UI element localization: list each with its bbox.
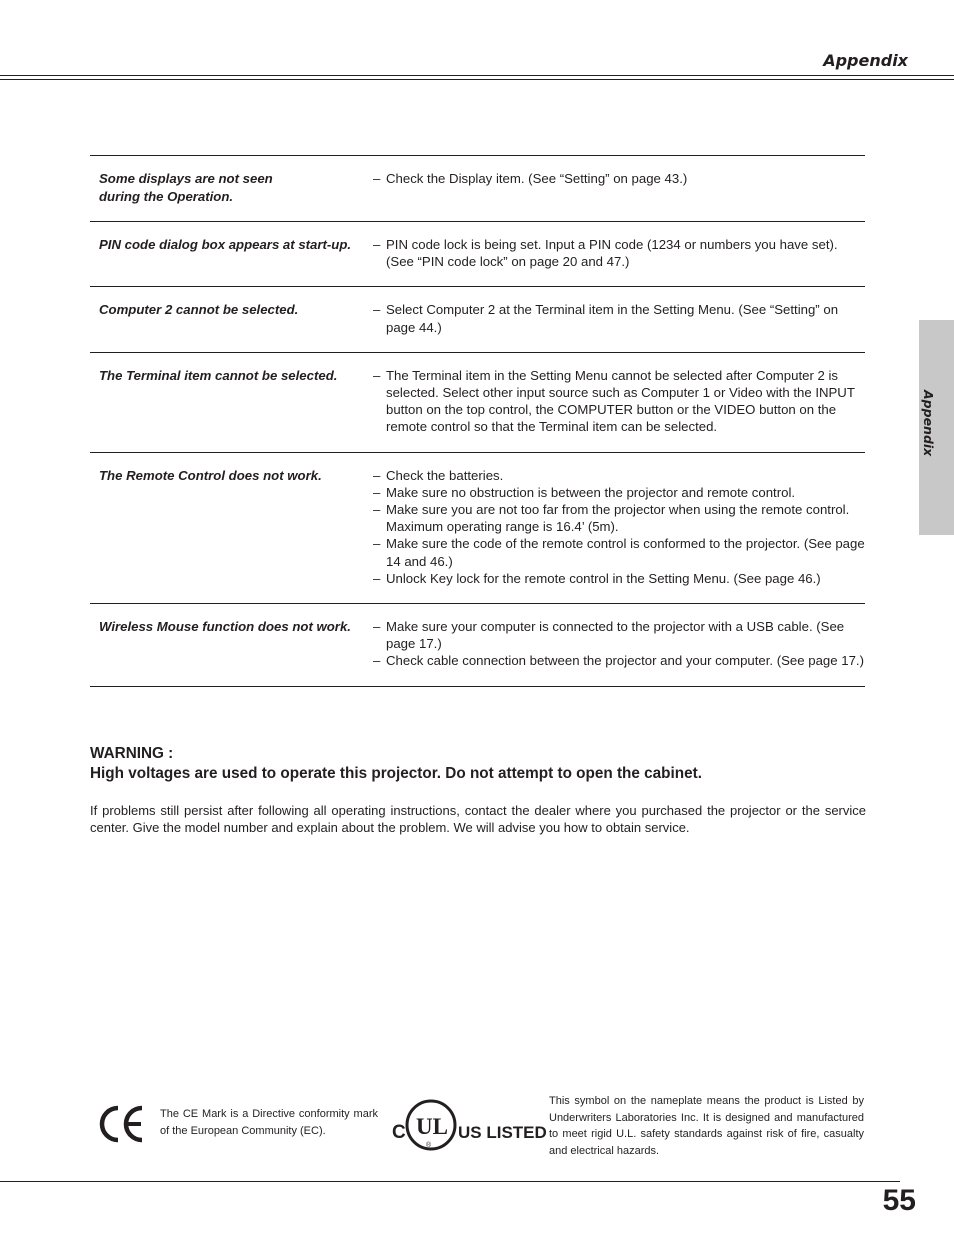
- solution-item: – Make sure the code of the remote control is conformed to the projector. (See page 14 and 46.): [373, 536, 865, 569]
- solution-item: – The Terminal item in the Setting Menu cannot be selected after Computer 2 is selected. Select other input source such as Computer 1 or Video with the INPUT button on the top control, the COMPUTER button or the VIDEO button on the remote control so that the Terminal item can be selected.: [373, 367, 855, 435]
- ce-mark-icon: [96, 1104, 146, 1144]
- solution-item: – Make sure your computer is connected to the projector with a USB cable. (See page 17.): [373, 619, 845, 652]
- ul-logo-ul: UL: [416, 1114, 448, 1139]
- problem-text: Wireless Mouse function does not work.: [99, 619, 351, 635]
- table-row: [90, 453, 865, 604]
- solution-list: [371, 367, 865, 436]
- solution-list: [371, 301, 865, 335]
- ul-logo-us-listed: US LISTED: [458, 1123, 547, 1142]
- problem-text: Some displays are not seen during the Operation.: [99, 171, 273, 204]
- header-rule-top: [0, 75, 954, 76]
- solution-item: – Unlock Key lock for the remote control in the Setting Menu. (See page 46.): [373, 570, 821, 586]
- solution-item: – PIN code lock is being set. Input a PIN code (1234 or numbers you have set). (See “PIN code lock” on page 20 and 47.): [373, 237, 838, 270]
- solution-item: – Make sure no obstruction is between the projector and remote control.: [373, 484, 796, 500]
- solution-list: [371, 467, 865, 587]
- ul-logo-c: C: [392, 1122, 406, 1143]
- solution-item: – Make sure you are not too far from the projector when using the remote control. Maximum operating range is 16.4’ (5m).: [373, 502, 850, 535]
- page-number: 55: [882, 1184, 916, 1217]
- solution-item: – Select Computer 2 at the Terminal item in the Setting Menu. (See “Setting” on page 44.): [373, 302, 839, 335]
- ul-listed-logo-icon: [391, 1098, 547, 1152]
- warning-block: [90, 744, 890, 784]
- table-row: [90, 156, 865, 222]
- side-tab-label: Appendix: [921, 390, 936, 457]
- warning-text: High voltages are used to operate this projector. Do not attempt to open the cabinet.: [90, 765, 702, 782]
- troubleshooting-table: [90, 155, 865, 687]
- service-advice: If problems still persist after following all operating instructions, contact the dealer where you purchased the projector or the service center. Give the model number and explain about the problem. We will advise you how to obtain service.: [90, 803, 866, 835]
- problem-text: The Remote Control does not work.: [99, 467, 322, 483]
- table-row: [90, 353, 865, 453]
- problem-text: The Terminal item cannot be selected.: [99, 367, 338, 383]
- side-tab: [919, 320, 954, 535]
- table-row: [90, 222, 865, 287]
- solution-item: – Check the Display item. (See “Setting” on page 43.): [373, 171, 688, 186]
- warning-label: WARNING :: [90, 745, 174, 762]
- solution-list: [371, 236, 865, 270]
- ul-logo-registered: ®: [426, 1142, 432, 1149]
- problem-text: PIN code dialog box appears at start-up.: [99, 237, 352, 252]
- table-row: [90, 287, 865, 352]
- solution-item: – Check the batteries.: [373, 467, 504, 483]
- table-row: [90, 604, 865, 687]
- problem-text: Computer 2 cannot be selected.: [99, 302, 299, 318]
- ul-mark-description: This symbol on the nameplate means the product is Listed by Underwriters Laboratories Inc. It is designed and manufactured to meet rigid U.L. safety standards against risk of fire, casualty and electrical hazards.: [549, 1095, 864, 1157]
- solution-item: – Check cable connection between the projector and your computer. (See page 17.): [373, 653, 864, 669]
- section-title: Appendix: [823, 51, 908, 70]
- header-rule-bottom: [0, 79, 954, 80]
- footer-rule: [0, 1181, 900, 1182]
- solution-list: [371, 618, 865, 670]
- ce-mark-description: The CE Mark is a Directive conformity mark of the European Community (EC).: [160, 1108, 378, 1137]
- solution-list: [371, 170, 865, 205]
